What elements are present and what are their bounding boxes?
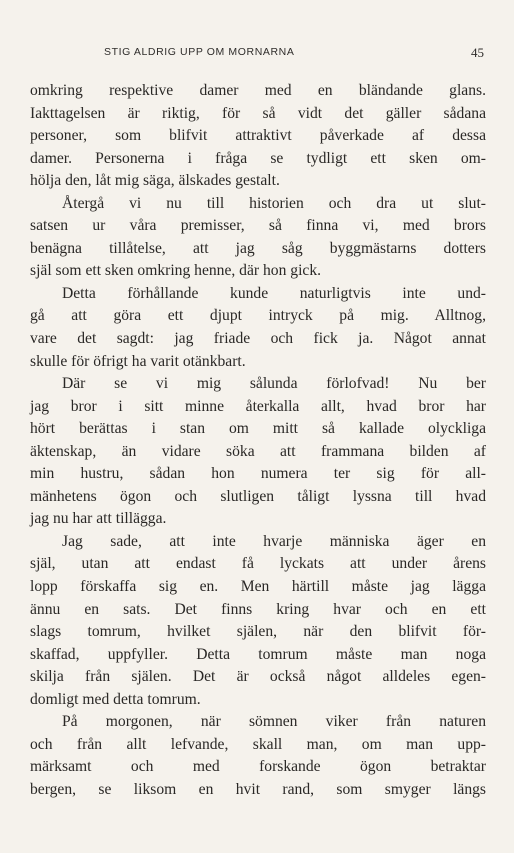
text-line: jag bror i sitt minne återkalla allt, hvad bror har <box>30 397 486 415</box>
text-line: slags tomrum, hvilket själen, när den blifvit för- <box>30 623 486 641</box>
text-line: domligt med detta tomrum. <box>30 690 201 708</box>
text-line: skaffad, uppfyller. Detta tomrum måste man noga <box>30 645 486 663</box>
text-line: Där se vi mig sålunda förlofvad! Nu ber <box>62 375 486 393</box>
text-line: bergen, se liksom en hvit rand, som smyger längs <box>30 780 486 798</box>
text-line: omkring respektive damer med en bländande glans. <box>30 82 486 99</box>
body-text <box>30 80 486 802</box>
text-line: jag nu har att tillägga. <box>30 510 167 528</box>
text-line: och från allt lefvande, skall man, om man upp- <box>30 735 486 753</box>
running-header <box>30 46 484 62</box>
text-line: Iakttagelsen är riktig, för så vidt det gäller sådana <box>30 104 486 122</box>
text-line: skulle för öfrigt ha varit otänkbart. <box>30 352 246 370</box>
text-line: På morgonen, när sömnen viker från naturen <box>62 713 486 731</box>
text-line: Jag sade, att inte hvarje människa äger en <box>62 532 486 550</box>
page-number: 45 <box>471 45 484 60</box>
text-line: skilja från själen. Det är också något alldeles egen- <box>30 668 486 686</box>
text-line: ännu en sats. Det finns kring hvar och en ett <box>30 600 486 618</box>
text-line: hölja den, låt mig säga, älskades gestalt. <box>30 172 280 190</box>
running-title: STIG ALDRIG UPP OM MORNARNA <box>104 46 295 58</box>
text-line: märksamt och med forskande ögon betraktar <box>30 758 486 776</box>
text-line: mänhetens ögon och slutligen tåligt lyssna till hvad <box>30 487 486 505</box>
text-line: lopp förskaffa sig en. Men härtill måste jag lägga <box>30 578 486 596</box>
text-line: hört berättas i stan om mitt så kallade olyckliga <box>30 420 486 438</box>
text-line: personer, som blifvit attraktivt påverkade af dessa <box>30 127 486 145</box>
text-line: själ, utan att endast få lyckats att under årens <box>30 555 486 573</box>
text-line: Återgå vi nu till historien och dra ut slut- <box>62 194 486 212</box>
text-line: benägna tillåtelse, att jag såg byggmästarns dotters <box>30 239 486 257</box>
text-line: damer. Personerna i fråga se tydligt ett sken om- <box>30 149 486 167</box>
text-line: min hustru, sådan hon numera ter sig för all- <box>30 465 486 483</box>
text-line: Detta förhållande kunde naturligtvis inte und- <box>62 284 486 302</box>
text-line: gå att göra ett djupt intryck på mig. Alltnog, <box>30 307 486 325</box>
text-line: själ som ett sken omkring henne, där hon gick. <box>30 262 322 280</box>
text-line: äktenskap, än vidare söka att frammana bilden af <box>30 442 486 460</box>
text-line: vare det sagdt: jag friade och fick ja. Något annat <box>30 330 486 348</box>
text-line: satsen ur våra premisser, så finna vi, med brors <box>30 217 486 235</box>
